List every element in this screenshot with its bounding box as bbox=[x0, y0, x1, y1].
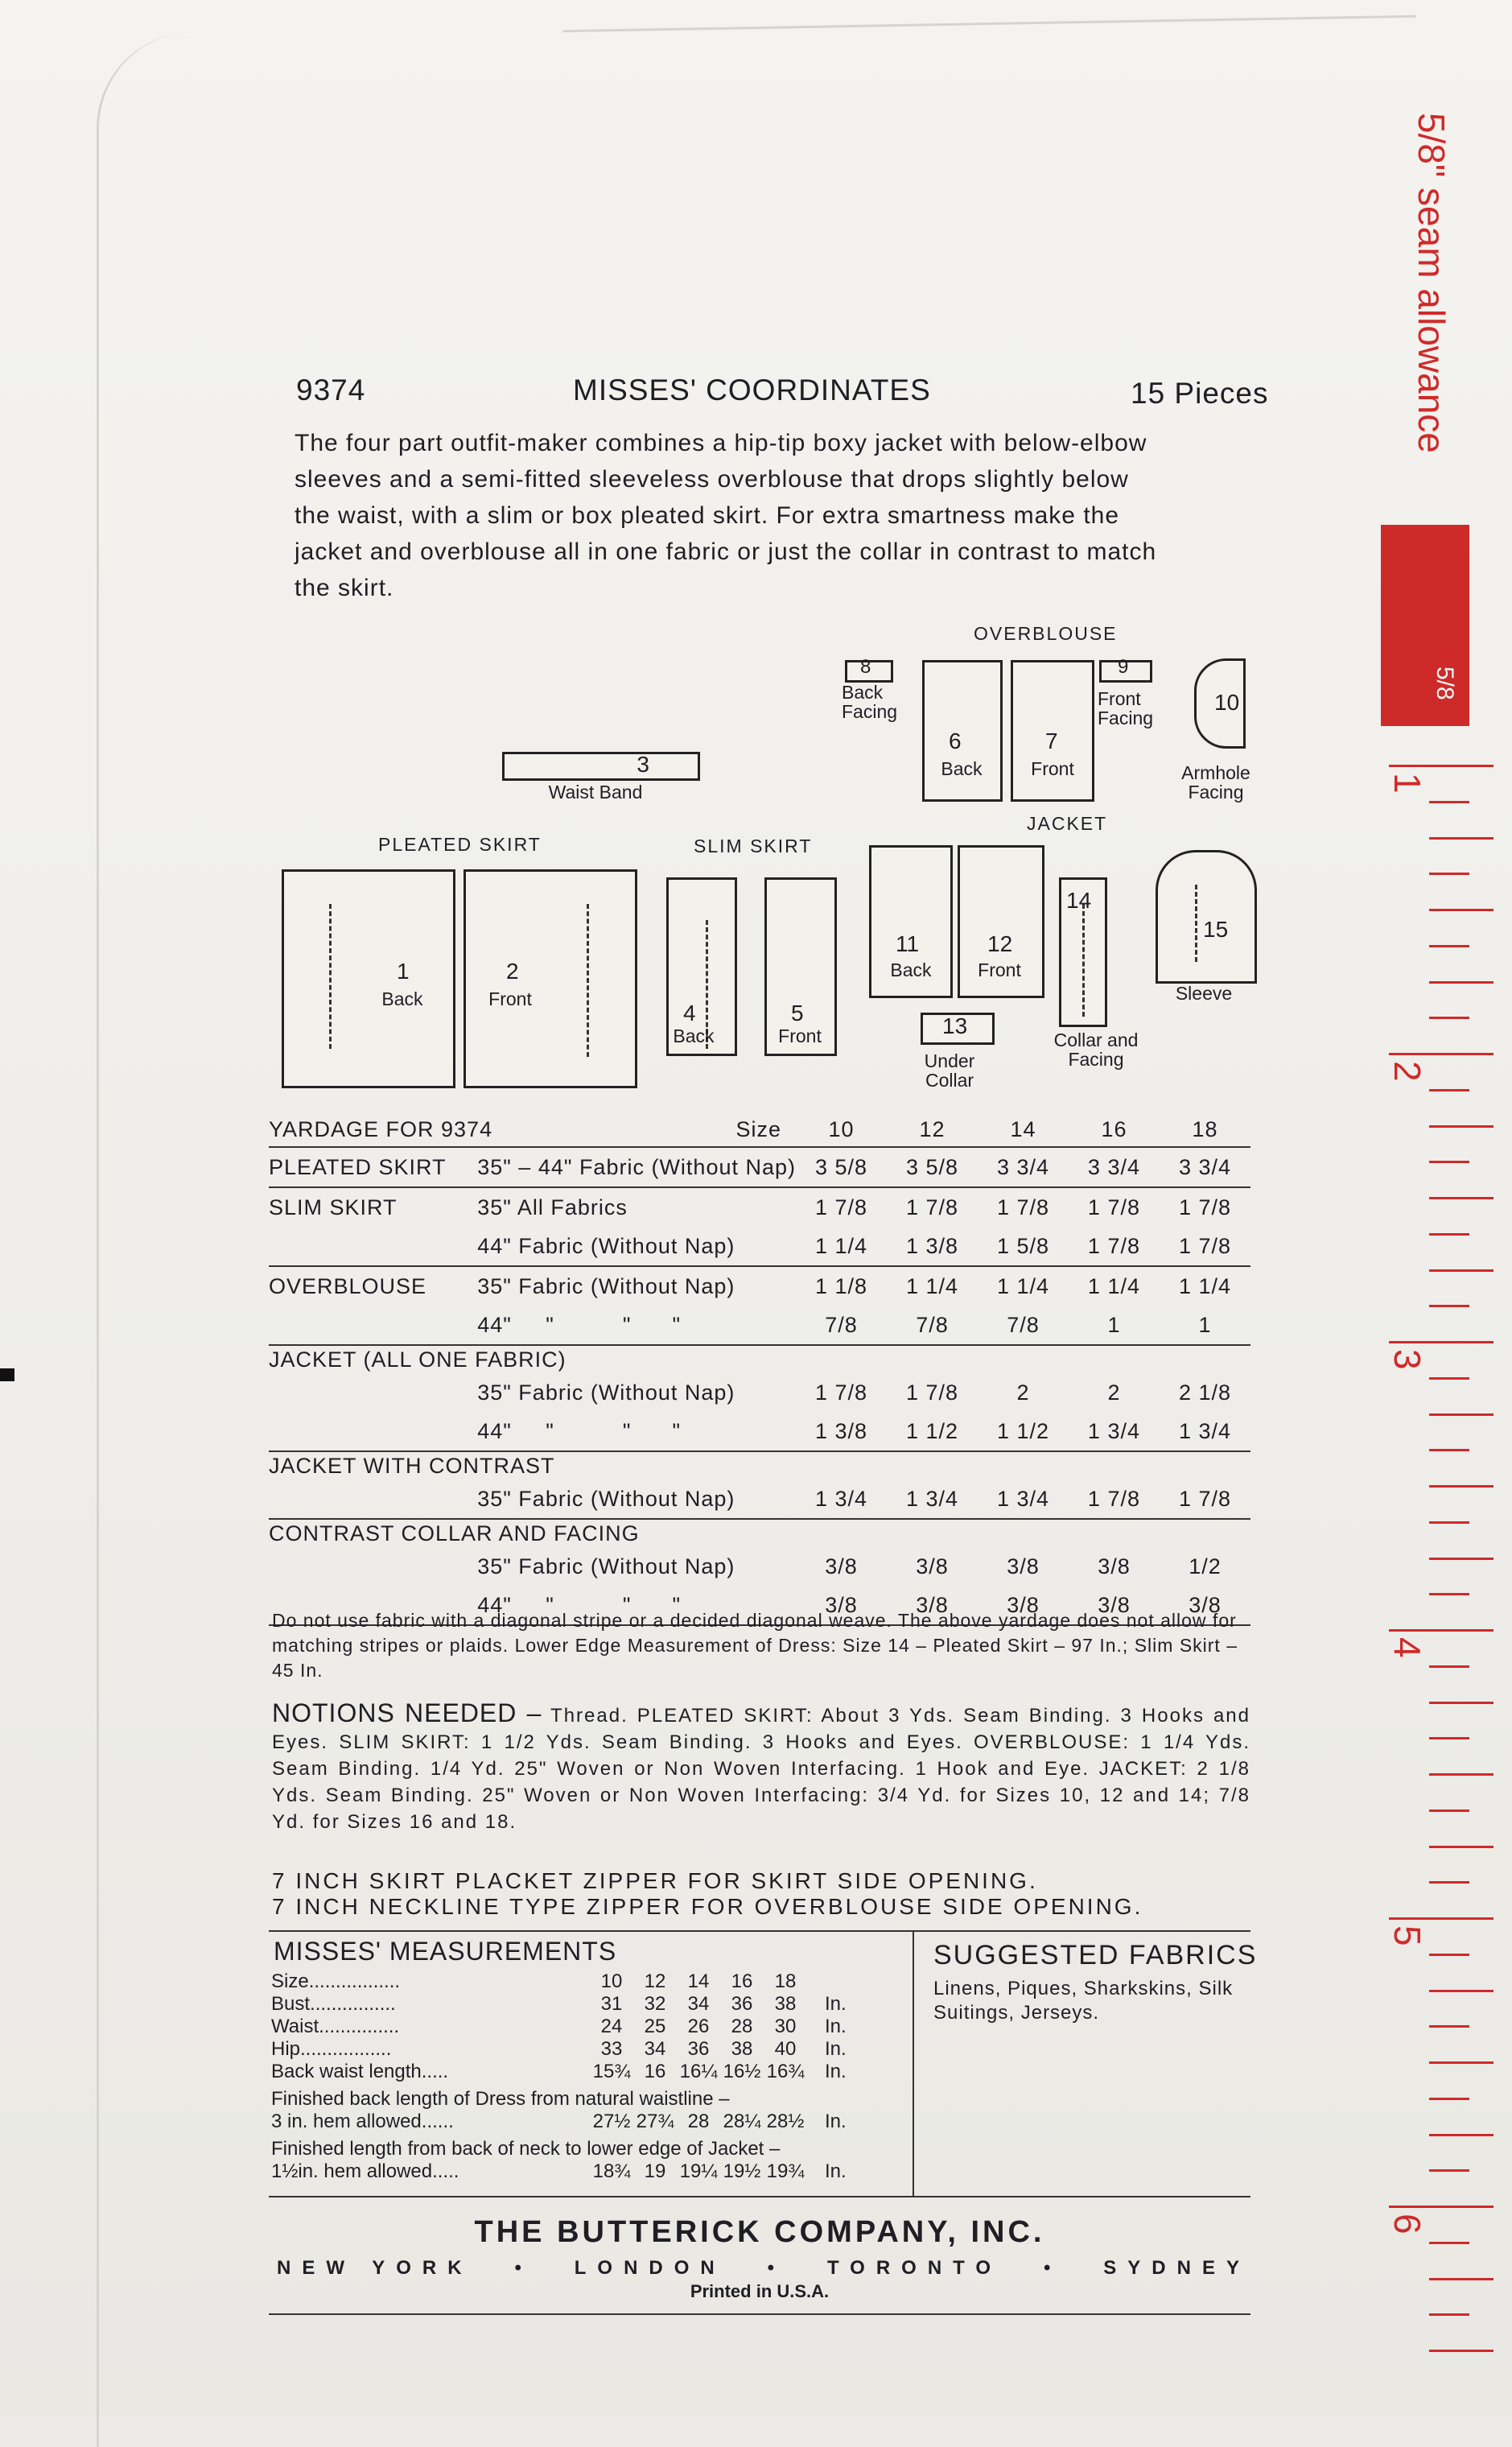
ruler-number: 5 bbox=[1386, 1925, 1428, 1946]
ruler-tick bbox=[1429, 2313, 1469, 2316]
registration-mark bbox=[0, 1368, 14, 1381]
ruler-number: 3 bbox=[1386, 1349, 1428, 1370]
yardage-table bbox=[269, 1112, 1250, 1626]
ruler-tick bbox=[1429, 1089, 1469, 1091]
ruler-tick bbox=[1429, 837, 1493, 840]
fabrics-title: SUGGESTED FABRICS bbox=[933, 1940, 1258, 1970]
ruler-number: 4 bbox=[1386, 1637, 1428, 1658]
slim-skirt-title: SLIM SKIRT bbox=[694, 836, 813, 856]
pattern-piece-4: 4 Back bbox=[666, 877, 737, 1056]
zipper-skirt: 7 INCH SKIRT PLACKET ZIPPER FOR SKIRT SIDE OPENING. bbox=[272, 1868, 1038, 1893]
ruler-tick bbox=[1429, 1269, 1493, 1272]
description bbox=[295, 425, 1284, 606]
ruler-tick bbox=[1429, 2025, 1469, 2028]
seam-allowance-band bbox=[1381, 525, 1469, 726]
pattern-piece-9: 9 bbox=[1099, 660, 1152, 683]
pattern-piece-11: 11 Back bbox=[869, 845, 953, 998]
ruler-tick bbox=[1429, 1665, 1469, 1668]
ruler-tick bbox=[1429, 2169, 1469, 2172]
ruler-tick bbox=[1429, 2278, 1493, 2280]
yardage-note: Do not use fabric with a diagonal stripe or a decided diagonal weave. The above yardage does not allow for matching stripes or plaids. Lower Edge Measurement of Dress: Size 14 – Pleated Skirt – 97 In.; Slim Skirt – 45 In. bbox=[272, 1610, 1238, 1681]
table-row: 44" " " " 1 3/8 1 1/2 1 1/2 1 3/4 1 3/4 bbox=[269, 1412, 1250, 1451]
pattern-piece-3: 3 bbox=[502, 752, 700, 781]
size-col: 10 bbox=[796, 1112, 887, 1147]
separator: • bbox=[767, 2257, 786, 2279]
pattern-piece-6: 6 Back bbox=[922, 660, 1003, 802]
table-row: Size................. 10 12 14 16 18 bbox=[271, 1970, 797, 1992]
pattern-piece-13: 13 bbox=[921, 1013, 995, 1045]
pattern-piece-10: 10 bbox=[1194, 658, 1246, 749]
ruler-tick bbox=[1389, 1629, 1493, 1632]
description-line: the skirt. bbox=[295, 575, 394, 601]
table-row: Back waist length..... 15¾ 16 16¼ 16½ 16¾ In. bbox=[271, 2061, 847, 2082]
separator: • bbox=[514, 2257, 533, 2279]
size-col: 16 bbox=[1069, 1112, 1160, 1147]
seam-allowance-ruler bbox=[1381, 0, 1512, 2415]
notions-heading: NOTIONS NEEDED – bbox=[272, 1698, 542, 1727]
ruler-tick bbox=[1429, 1737, 1469, 1739]
envelope-flap-fold bbox=[97, 32, 244, 2447]
sleeve-label: Sleeve bbox=[1175, 983, 1233, 1004]
table-row: CONTRAST COLLAR AND FACING bbox=[269, 1521, 640, 1545]
pattern-piece-12: 12 Front bbox=[958, 845, 1044, 998]
city: TORONTO bbox=[826, 2257, 1003, 2279]
collar-and-facing-label: Collar and Facing bbox=[1053, 1030, 1139, 1070]
pattern-piece-15: 15 bbox=[1156, 850, 1257, 984]
ruler-tick bbox=[1429, 1449, 1469, 1451]
size-col: 14 bbox=[978, 1112, 1069, 1147]
description-line: The four part outfit-maker combines a hip-tip boxy jacket with below-elbow bbox=[295, 430, 1147, 456]
table-row: Bust................ 31 32 34 36 38 In. bbox=[271, 1993, 847, 2015]
ruler-tick bbox=[1429, 1233, 1469, 1236]
waist-band-label: Waist Band bbox=[548, 782, 643, 803]
ruler-tick bbox=[1429, 1377, 1469, 1380]
zipper-overblouse: 7 INCH NECKLINE TYPE ZIPPER FOR OVERBLOUSE SIDE OPENING. bbox=[272, 1894, 1143, 1919]
table-row: Hip................. 33 34 36 38 40 In. bbox=[271, 2038, 847, 2060]
back-facing-label: Back Facing bbox=[842, 682, 898, 722]
table-row: Waist............... 24 25 26 28 30 In. bbox=[271, 2016, 847, 2037]
pattern-piece-8: 8 bbox=[845, 660, 893, 683]
description-line: jacket and overblouse all in one fabric or just the collar in contrast to match bbox=[295, 539, 1157, 565]
table-row: OVERBLOUSE 35" Fabric (Without Nap) 1 1/8 1 1/4 1 1/4 1 1/4 1 1/4 bbox=[269, 1273, 1231, 1298]
measurements-title: MISSES' MEASUREMENTS bbox=[274, 1937, 617, 1966]
table-row: 35" Fabric (Without Nap) 1 7/8 1 7/8 2 2 2 1/8 bbox=[477, 1380, 1231, 1405]
description-line: the waist, with a slim or box pleated skirt. For extra smartness make the bbox=[295, 502, 1120, 529]
table-row: 35" Fabric (Without Nap) 3/8 3/8 3/8 3/8 1/2 bbox=[477, 1554, 1222, 1578]
pattern-piece-14: 14 bbox=[1059, 877, 1107, 1027]
pattern-number: 9374 bbox=[296, 373, 366, 406]
size-label: Size bbox=[735, 1116, 782, 1141]
ruler-tick bbox=[1429, 1809, 1469, 1812]
pattern-piece-2: 2 Front bbox=[463, 869, 637, 1088]
pattern-piece-7: 7 Front bbox=[1011, 660, 1094, 802]
fabrics-text: Linens, Piques, Sharkskins, Silk Suitings, Jerseys. bbox=[933, 1978, 1234, 2024]
ruler-tick bbox=[1429, 873, 1469, 875]
ruler-tick bbox=[1429, 909, 1493, 911]
ruler-number: 6 bbox=[1386, 2214, 1428, 2234]
ruler-tick bbox=[1429, 1485, 1493, 1488]
jacket-title: JACKET bbox=[1027, 813, 1108, 834]
ruler-tick bbox=[1429, 981, 1493, 984]
table-row: 35" Fabric (Without Nap) 1 3/4 1 3/4 1 3/4 1 7/8 1 7/8 bbox=[269, 1479, 1250, 1519]
table-row: 1½in. hem allowed..... 18¾ 19 19¼ 19½ 19¾ In. bbox=[271, 2160, 847, 2182]
table-row: 44" " " " 7/8 7/8 7/8 1 1 bbox=[269, 1306, 1250, 1345]
size-col: 12 bbox=[887, 1112, 978, 1147]
notions-text: NOTIONS NEEDED – Thread. PLEATED SKIRT: About 3 Yds. Seam Binding. 3 Hooks and Eyes. SLIM SKIRT: 1 1/2 Yds. Seam Binding. 3 Hooks and Eyes. OVERBLOUSE: 1 1/4 Yds. Seam Binding. 1/4 Yd. 25" Woven or Non Woven Interfacing. 1 Hook and Eye. JACKET: 2 1/8 Yds. Seam Binding. 25" Woven or Non Woven Interfacing: 3/4 Yd. for Sizes 10, 12 and 14; 7/8 Yd. for Sizes 16 and 18. bbox=[272, 1698, 1251, 1833]
company-cities bbox=[277, 2257, 1250, 2280]
ruler-tick bbox=[1389, 1917, 1493, 1920]
ruler-tick bbox=[1429, 1846, 1493, 1848]
ruler-tick bbox=[1429, 1773, 1493, 1776]
footer-rule bbox=[269, 2313, 1250, 2315]
ruler-caption: 5/8" seam allowance bbox=[1411, 113, 1452, 453]
ruler-tick bbox=[1429, 2242, 1469, 2244]
ruler-tick bbox=[1429, 2134, 1493, 2136]
table-row: 3 in. hem allowed...... 27½ 27¾ 28 28¼ 28½ In. bbox=[271, 2111, 847, 2132]
ruler-tick bbox=[1429, 1558, 1493, 1560]
ruler-tick bbox=[1389, 1341, 1493, 1343]
table-row: JACKET (ALL ONE FABRIC) bbox=[269, 1347, 566, 1372]
table-row: 44" " " " 3/8 3/8 3/8 3/8 3/8 bbox=[269, 1586, 1250, 1625]
ruler-number: 2 bbox=[1386, 1061, 1428, 1082]
ruler-tick bbox=[1429, 1702, 1493, 1704]
ruler-tick bbox=[1429, 1954, 1469, 1956]
under-collar-label: Under Collar bbox=[924, 1050, 975, 1091]
ruler-tick bbox=[1429, 945, 1469, 947]
size-col: 18 bbox=[1160, 1112, 1250, 1147]
ruler-tick bbox=[1429, 1125, 1493, 1128]
armhole-facing-label: Armhole Facing bbox=[1181, 762, 1250, 803]
ruler-number: 1 bbox=[1386, 773, 1428, 794]
table-row: Finished length from back of neck to lower edge of Jacket – bbox=[271, 2138, 781, 2160]
ruler-tick bbox=[1429, 1305, 1469, 1307]
city: NEW YORK bbox=[277, 2257, 473, 2279]
yardage-title: YARDAGE FOR 9374 Size bbox=[269, 1112, 796, 1147]
city: LONDON bbox=[574, 2257, 726, 2279]
table-row: JACKET WITH CONTRAST bbox=[269, 1453, 555, 1478]
description-line: sleeves and a semi-fitted sleeveless overblouse that drops slightly below bbox=[295, 466, 1129, 493]
ruler-tick bbox=[1429, 1017, 1469, 1019]
yardage-header-row bbox=[269, 1112, 1250, 1147]
ruler-tick bbox=[1429, 801, 1469, 803]
overblouse-title: OVERBLOUSE bbox=[974, 623, 1118, 644]
company-name: THE BUTTERICK COMPANY, INC. bbox=[474, 2215, 1045, 2249]
pattern-title: MISSES' COORDINATES bbox=[573, 373, 931, 406]
table-row: Finished back length of Dress from natural waistline – bbox=[271, 2088, 730, 2110]
ruler-tick bbox=[1429, 2350, 1493, 2352]
measurements-table bbox=[271, 1970, 847, 2183]
seam-marker-label: 5/8 bbox=[1432, 666, 1458, 700]
ruler-tick bbox=[1389, 2206, 1493, 2208]
ruler-tick bbox=[1429, 2061, 1493, 2064]
ruler-tick bbox=[1429, 1197, 1493, 1199]
ruler-tick bbox=[1389, 765, 1493, 767]
ruler-tick bbox=[1429, 1521, 1469, 1524]
section-divider bbox=[269, 1930, 1250, 1932]
pleated-skirt-title: PLEATED SKIRT bbox=[378, 834, 542, 855]
ruler-tick bbox=[1429, 1413, 1493, 1416]
column-divider bbox=[913, 1930, 914, 2196]
ruler-tick bbox=[1429, 2098, 1469, 2100]
pattern-piece-5: 5 Front bbox=[764, 877, 837, 1056]
top-crease bbox=[563, 15, 1417, 80]
ruler-tick bbox=[1429, 1881, 1469, 1884]
city: SYDNEY bbox=[1103, 2257, 1250, 2279]
front-facing-label: Front Facing bbox=[1098, 688, 1154, 728]
piece-count: 15 Pieces bbox=[1131, 377, 1269, 410]
table-row: 44" Fabric (Without Nap) 1 1/4 1 3/8 1 5/8 1 7/8 1 7/8 bbox=[269, 1227, 1250, 1266]
ruler-tick bbox=[1429, 1161, 1469, 1163]
printed-in: Printed in U.S.A. bbox=[690, 2281, 830, 2301]
pattern-piece-1: 1 Back bbox=[282, 869, 455, 1088]
table-row: SLIM SKIRT 35" All Fabrics 1 7/8 1 7/8 1 7/8 1 7/8 1 7/8 bbox=[269, 1195, 1231, 1219]
ruler-tick bbox=[1429, 1990, 1493, 1992]
separator: • bbox=[1043, 2257, 1062, 2279]
ruler-tick bbox=[1389, 1053, 1493, 1055]
section-divider bbox=[269, 2196, 1250, 2197]
table-row: PLEATED SKIRT 35" – 44" Fabric (Without Nap) 3 5/8 3 5/8 3 3/4 3 3/4 3 3/4 bbox=[269, 1147, 1250, 1187]
ruler-tick bbox=[1429, 1593, 1469, 1595]
